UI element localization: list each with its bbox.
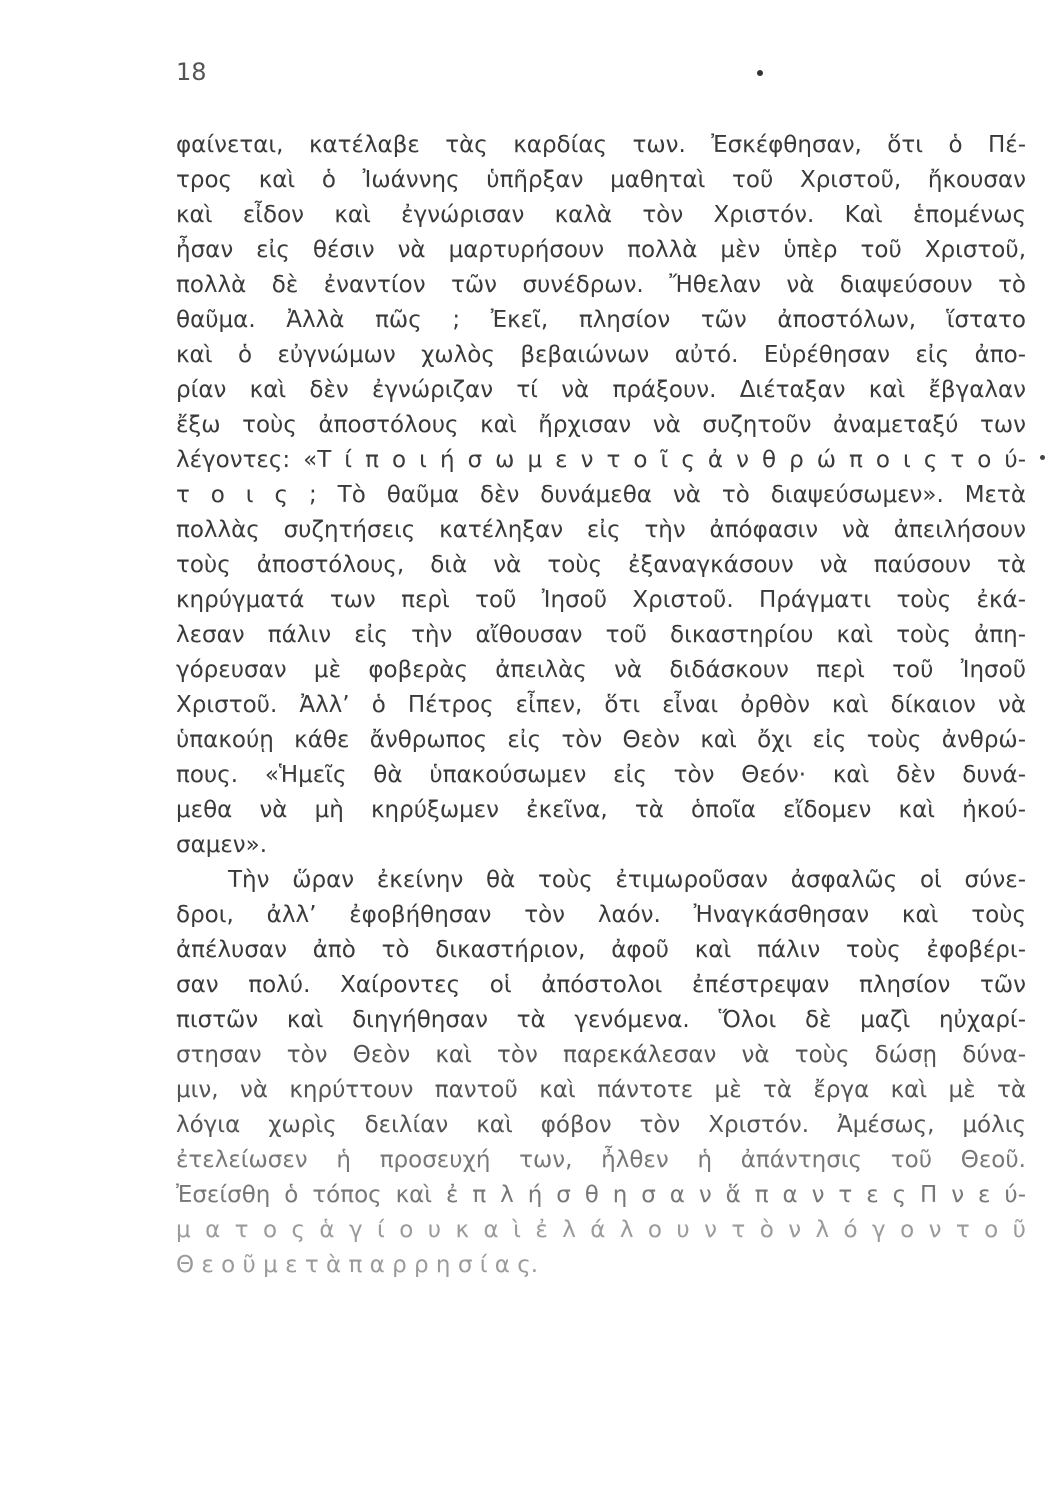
text-line: ἔξω τοὺς ἀποστόλους καὶ ἤρχισαν νὰ συζητοῦν ἀναμεταξύ των [176, 412, 1026, 438]
text-line: ὑπακούῃ κάθε ἄνθρωπος εἰς τὸν Θεὸν καὶ ὄχι εἰς τοὺς ἀνθρώ- [176, 727, 1026, 753]
text-line: λέγοντες: «Τ ί π ο ι ή σ ω μ ε ν τ ο ῖ ς ἀ ν θ ρ ώ π ο ι ς τ ο ύ- [176, 447, 1026, 473]
text-line: στησαν τὸν Θεὸν καὶ τὸν παρεκάλεσαν νὰ τοὺς δώσῃ δύνα- [176, 1042, 1026, 1068]
text-line: γόρευσαν μὲ φοβερὰς ἀπειλὰς νὰ διδάσκουν περὶ τοῦ Ἰησοῦ [176, 657, 1026, 683]
paragraph-1 [176, 128, 1026, 863]
text-line: σαμεν». [176, 832, 268, 858]
text-line: ἐτελείωσεν ἡ προσευχή των, ἦλθεν ἡ ἀπάντησις τοῦ Θεοῦ. [176, 1147, 1026, 1173]
text-line: φαίνεται, κατέλαβε τὰς καρδίας των. Ἐσκέφθησαν, ὅτι ὁ Πέ- [176, 132, 1026, 158]
text-line: πολλὰ δὲ ἐναντίον τῶν συνέδρων. Ἤθελαν νὰ διαψεύσουν τὸ [176, 272, 1026, 298]
text-line: τ ο ι ς ; Τὸ θαῦμα δὲν δυνάμεθα νὰ τὸ διαψεύσωμεν». Μετὰ [176, 482, 1026, 508]
text-line: καὶ εἶδον καὶ ἐγνώρισαν καλὰ τὸν Χριστόν. Καὶ ἑπομένως [176, 202, 1026, 228]
text-line: Χριστοῦ. Ἀλλ’ ὁ Πέτρος εἶπεν, ὅτι εἶναι ὀρθὸν καὶ δίκαιον νὰ [176, 692, 1026, 718]
text-line: θαῦμα. Ἀλλὰ πῶς ; Ἐκεῖ, πλησίον τῶν ἀποστόλων, ἵστατο [176, 307, 1026, 333]
page-text [176, 128, 1026, 1283]
text-line: Ἐσείσθη ὁ τόπος καὶ ἐ π λ ή σ θ η σ α ν ἅ π α ν τ ε ς Π ν ε ύ- [176, 1182, 1026, 1208]
page-number: 18 [176, 58, 207, 86]
text-line: σαν πολύ. Χαίροντες οἱ ἀπόστολοι ἐπέστρεψαν πλησίον τῶν [176, 972, 1026, 998]
text-line: Τὴν ὥραν ἐκείνην θὰ τοὺς ἐτιμωροῦσαν ἀσφαλῶς οἱ σύνε- [228, 867, 1026, 893]
text-line: καὶ ὁ εὐγνώμων χωλὸς βεβαιώνων αὐτό. Εὑρέθησαν εἰς ἀπο- [176, 342, 1026, 368]
text-line: κηρύγματά των περὶ τοῦ Ἰησοῦ Χριστοῦ. Πράγματι τοὺς ἐκά- [176, 587, 1026, 613]
text-line: πολλὰς συζητήσεις κατέληξαν εἰς τὴν ἀπόφασιν νὰ ἀπειλήσουν [176, 517, 1026, 543]
text-line: δροι, ἀλλ’ ἐφοβήθησαν τὸν λαόν. Ἠναγκάσθησαν καὶ τοὺς [176, 902, 1026, 928]
text-line: τρος καὶ ὁ Ἰωάννης ὑπῆρξαν μαθηταὶ τοῦ Χριστοῦ, ἤκουσαν [176, 167, 1026, 193]
text-line: λόγια χωρὶς δειλίαν καὶ φόβον τὸν Χριστόν. Ἀμέσως, μόλις [176, 1112, 1026, 1138]
margin-dot-mark [1040, 455, 1045, 460]
text-line: τοὺς ἀποστόλους, διὰ νὰ τοὺς ἐξαναγκάσουν νὰ παύσουν τὰ [176, 552, 1026, 578]
text-line: μεθα νὰ μὴ κηρύξωμεν ἐκεῖνα, τὰ ὁποῖα εἴδομεν καὶ ἠκού- [176, 797, 1026, 823]
text-line: ἀπέλυσαν ἀπὸ τὸ δικαστήριον, ἀφοῦ καὶ πάλιν τοὺς ἐφοβέρι- [176, 937, 1026, 963]
header-dot-mark [757, 70, 763, 76]
text-line: μ α τ ο ς ἁ γ ί ο υ κ α ὶ ἐ λ ά λ ο υ ν τ ὸ ν λ ό γ ο ν τ ο ῦ [176, 1217, 1026, 1243]
text-line: λεσαν πάλιν εἰς τὴν αἴθουσαν τοῦ δικαστηρίου καὶ τοὺς ἀπη- [176, 622, 1026, 648]
paragraph-2 [176, 863, 1026, 1283]
text-line: μιν, νὰ κηρύττουν παντοῦ καὶ πάντοτε μὲ τὰ ἔργα καὶ μὲ τὰ [176, 1077, 1026, 1103]
text-line: πιστῶν καὶ διηγήθησαν τὰ γενόμενα. Ὅλοι δὲ μαζὶ ηὐχαρί- [176, 1007, 1026, 1033]
text-line: πους. «Ἡμεῖς θὰ ὑπακούσωμεν εἰς τὸν Θεόν· καὶ δὲν δυνά- [176, 762, 1026, 788]
text-line: Θ ε ο ῦ μ ε τ ὰ π α ρ ρ η σ ί α ς. [176, 1252, 539, 1278]
text-line: ρίαν καὶ δὲν ἐγνώριζαν τί νὰ πράξουν. Διέταξαν καὶ ἔβγαλαν [176, 377, 1026, 403]
text-line: ἦσαν εἰς θέσιν νὰ μαρτυρήσουν πολλὰ μὲν ὑπὲρ τοῦ Χριστοῦ, [176, 237, 1026, 263]
